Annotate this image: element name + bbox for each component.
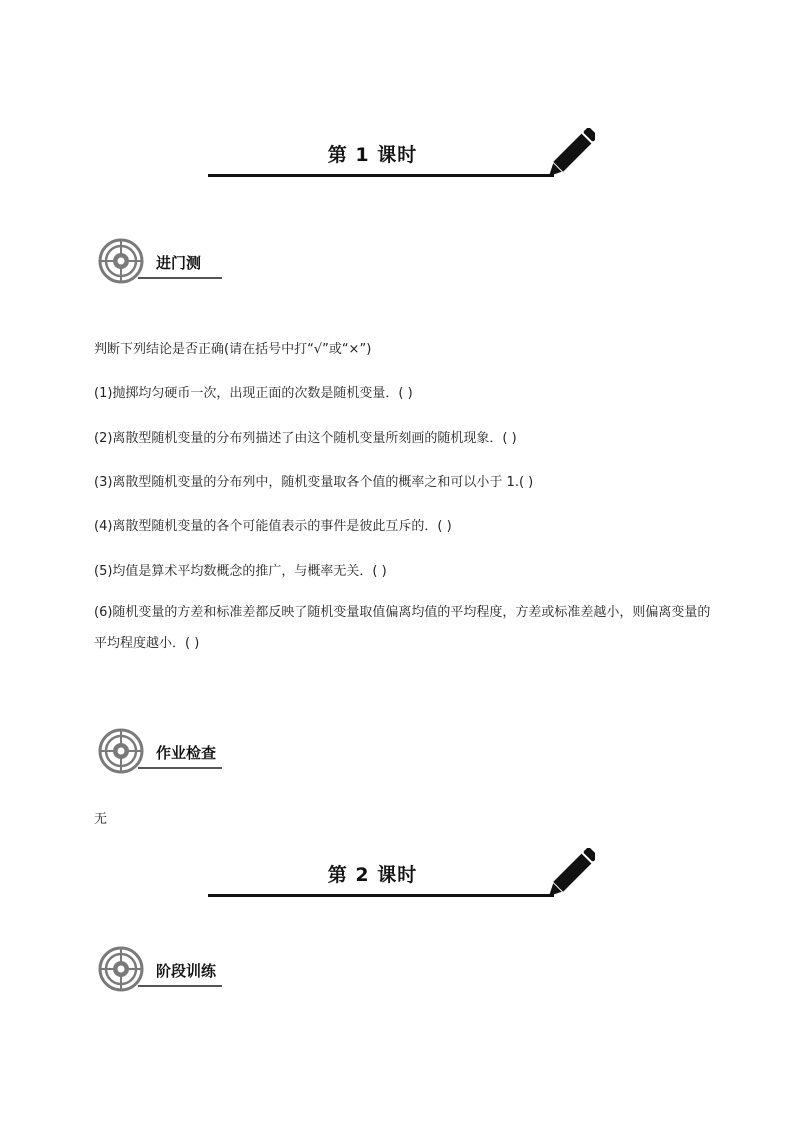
section-underline xyxy=(138,277,222,279)
lesson-1-title: 第 1 课时 xyxy=(327,144,418,166)
question-item: (5)均值是算术平均数概念的推广，与概率无关．( ) xyxy=(94,564,387,579)
section-entry-test xyxy=(98,238,228,288)
lesson-2-header xyxy=(205,848,600,908)
section-underline xyxy=(138,767,222,769)
question-item: (3)离散型随机变量的分布列中，随机变量取各个值的概率之和可以小于 1.( ) xyxy=(94,475,534,490)
section-title: 作业检查 xyxy=(156,744,217,762)
section-homework-check xyxy=(98,728,228,778)
pencil-icon xyxy=(545,848,595,900)
question-item: (1)抛掷均匀硬币一次，出现正面的次数是随机变量．( ) xyxy=(94,386,413,401)
section-stage-training xyxy=(98,946,228,996)
homework-answer: 无 xyxy=(94,812,108,827)
question-item: (4)离散型随机变量的各个可能值表示的事件是彼此互斥的．( ) xyxy=(94,519,452,534)
lesson-1-divider xyxy=(208,174,554,177)
section-title: 进门测 xyxy=(156,254,202,272)
section-underline xyxy=(138,985,222,987)
question-item: (2)离散型随机变量的分布列描述了由这个随机变量所刻画的随机现象．( ) xyxy=(94,431,517,446)
lesson-1-header xyxy=(205,128,600,188)
instruction-text: 判断下列结论是否正确(请在括号中打“√”或“×”) xyxy=(94,342,372,357)
section-title: 阶段训练 xyxy=(156,962,217,980)
lesson-2-title: 第 2 课时 xyxy=(327,864,418,886)
question-item: (6)随机变量的方差和标准差都反映了随机变量取值偏离均值的平均程度，方差或标准差越小，则偏离变量的平均程度越小．( ) xyxy=(94,605,711,651)
pencil-icon xyxy=(545,128,595,180)
lesson-2-divider xyxy=(208,894,554,897)
